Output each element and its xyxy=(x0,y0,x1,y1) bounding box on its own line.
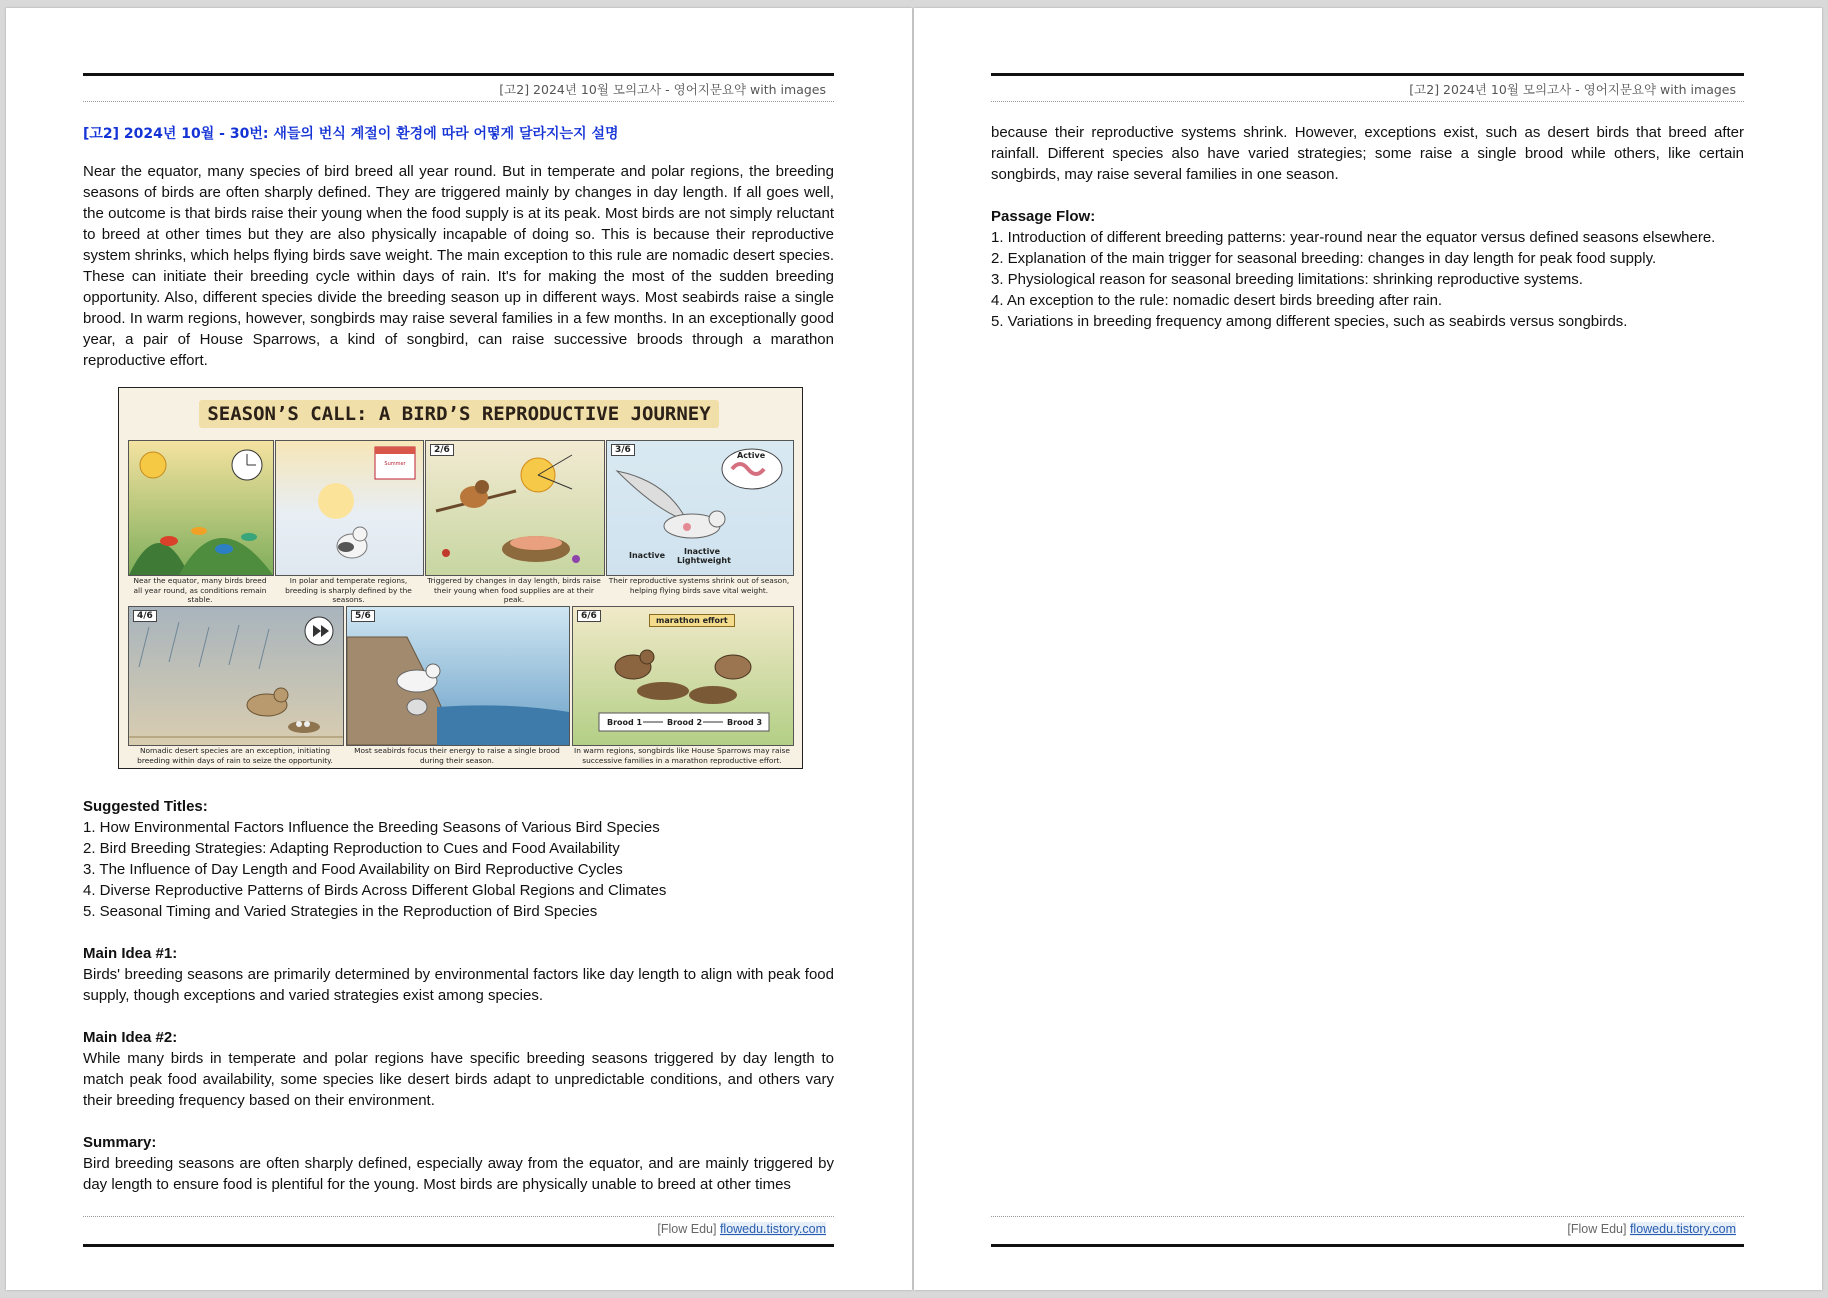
header-rule xyxy=(83,73,834,76)
left-page xyxy=(6,8,912,1290)
panel-caption: In warm regions, songbirds like House Sparrows may raise successive families in a marathon reproductive effort. xyxy=(574,746,790,765)
seabird-cliff-icon xyxy=(347,607,569,745)
passage-title: [고2] 2024년 10월 - 30번: 새들의 번식 계절이 환경에 따라 어떻게 달라지는지 설명 xyxy=(83,126,619,142)
panel-equator xyxy=(128,440,274,576)
brood-1-label: Brood 1 xyxy=(607,718,643,727)
suggested-titles-list xyxy=(83,817,834,922)
desert-rain-icon xyxy=(129,607,343,745)
list-item: 1. How Environmental Factors Influence the Breeding Seasons of Various Bird Species xyxy=(83,819,660,836)
panel-caption: In polar and temperate regions, breeding is sharply defined by the seasons. xyxy=(285,576,412,604)
list-item: 2. Explanation of the main trigger for seasonal breeding: changes in day length for peak food supply. xyxy=(991,250,1657,267)
main-idea-2-label: Main Idea #2: xyxy=(83,1029,178,1046)
panel-caption: Triggered by changes in day length, birds raise their young when food supplies are at their peak. xyxy=(427,576,601,604)
main-idea-1-label: Main Idea #1: xyxy=(83,945,178,962)
active-label: Active xyxy=(737,451,766,460)
list-item: 4. An exception to the rule: nomadic desert birds breeding after rain. xyxy=(991,292,1443,309)
passage-flow-label: Passage Flow: xyxy=(991,208,1096,225)
list-item: 1. Introduction of different breeding patterns: year-round near the equator versus defined seasons elsewhere. xyxy=(991,229,1716,246)
passage-flow-section xyxy=(991,206,1744,332)
footer-prefix: [Flow Edu] xyxy=(1567,1222,1627,1236)
footer-divider xyxy=(991,1216,1744,1217)
summer-label: Summer xyxy=(384,461,406,467)
footer-rule xyxy=(991,1244,1744,1247)
footer-link[interactable]: flowedu.tistory.com xyxy=(719,1222,826,1236)
passage-flow-list xyxy=(991,227,1744,332)
list-item: 5. Seasonal Timing and Varied Strategies in the Reproduction of Bird Species xyxy=(83,903,598,920)
panel-shrink xyxy=(606,440,794,576)
snow-scene-icon xyxy=(276,441,423,575)
summary-text: Bird breeding seasons are often sharply defined, especially away from the equator, and are mainly triggered by day length to ensure food is plentiful for the young. Most birds are physically unable to breed at other times xyxy=(83,1155,834,1193)
page-footer xyxy=(1567,1222,1736,1236)
footer-rule xyxy=(83,1244,834,1247)
panel-day-length xyxy=(425,440,605,576)
panel-badge: 4/6 xyxy=(133,610,157,622)
list-item: 4. Diverse Reproductive Patterns of Birds Across Different Global Regions and Climates xyxy=(83,882,667,899)
main-idea-1-text: Birds' breeding seasons are primarily determined by environmental factors like day length to align with peak food supply, though exceptions and varied strategies exist among species. xyxy=(83,966,834,1004)
panel-caption: Nomadic desert species are an exception, initiating breeding within days of rain to seize the opportunity. xyxy=(137,746,333,765)
panel-sparrows xyxy=(572,606,794,746)
footer-link[interactable]: flowedu.tistory.com xyxy=(1629,1222,1736,1236)
panel-badge: 3/6 xyxy=(611,444,635,456)
main-idea-2-section xyxy=(83,1027,834,1111)
main-idea-2-text: While many birds in temperate and polar regions have specific breeding seasons triggered by day length to match peak food availability, some species like desert birds adapt to unpredictable conditions, and others vary their breeding frequency based on their environment. xyxy=(83,1050,834,1109)
illustration xyxy=(118,387,803,769)
robin-nest-icon xyxy=(426,441,604,575)
list-item: 3. Physiological reason for seasonal breeding limitations: shrinking reproductive systems. xyxy=(991,271,1583,288)
panel-caption: Most seabirds focus their energy to raise a single brood during their season. xyxy=(354,746,560,765)
right-page xyxy=(914,8,1822,1290)
svg-text:Summer xyxy=(384,461,406,467)
panel-caption: Their reproductive systems shrink out of season, helping flying birds save vital weight. xyxy=(608,576,790,595)
panel-caption: Near the equator, many birds breed all year round, as conditions remain stable. xyxy=(133,576,267,604)
summary-continued: because their reproductive systems shrink. However, exceptions exist, such as desert birds that breed after rainfall. Different species also have varied strategies; some raise a single brood while others, like certain songbirds, may raise several families in one season. xyxy=(991,124,1744,183)
suggested-titles-section xyxy=(83,796,834,922)
panel-seabirds xyxy=(346,606,570,746)
header-divider xyxy=(991,101,1744,102)
inactive-label: Inactive xyxy=(629,551,666,560)
summary-section xyxy=(83,1132,834,1195)
main-idea-1-section xyxy=(83,943,834,1006)
illustration-title: SEASON’S CALL: A BIRD’S REPRODUCTIVE JOURNEY xyxy=(199,400,719,428)
footer-divider xyxy=(83,1216,834,1217)
list-item: 2. Bird Breeding Strategies: Adapting Reproduction to Cues and Food Availability xyxy=(83,840,620,857)
page-header: [고2] 2024년 10월 모의고사 - 영어지문요약 with images xyxy=(499,82,826,97)
panel-badge: 5/6 xyxy=(351,610,375,622)
tropical-scene-icon xyxy=(129,441,273,575)
panel-polar xyxy=(275,440,424,576)
passage-text: Near the equator, many species of bird breed all year round. But in temperate and polar regions, the breeding seasons of birds are often sharply defined. They are triggered mainly by changes in day length. If all goes well, the outcome is that birds raise their young when the food supply is at its peak. Most birds are not simply reluctant to breed at other times but they are also physically incapable of doing so. This is because their reproductive system shrinks, which helps flying birds save weight. The main exception to this rule are nomadic desert species. These can initiate their breeding cycle within days of rain. It's for making the most of the sudden breeding opportunity. Also, different species divide the breeding season up in different ways. Most seabirds raise a single brood. In warm regions, however, songbirds may raise several families in a few months. In an exceptionally good year, a pair of House Sparrows, a kind of songbird, can raise successive broods through a marathon reproductive effort. xyxy=(83,163,834,369)
brood-3-label: Brood 3 xyxy=(727,718,763,727)
panel-badge: 2/6 xyxy=(430,444,454,456)
suggested-titles-label: Suggested Titles: xyxy=(83,798,208,815)
list-item: 3. The Influence of Day Length and Food Availability on Bird Reproductive Cycles xyxy=(83,861,623,878)
header-rule xyxy=(991,73,1744,76)
brood-2-label: Brood 2 xyxy=(667,718,703,727)
header-divider xyxy=(83,101,834,102)
marathon-effort-label: marathon effort xyxy=(649,614,735,627)
list-item: 5. Variations in breeding frequency among different species, such as seabirds versus songbirds. xyxy=(991,313,1628,330)
panel-badge: 6/6 xyxy=(577,610,601,622)
panel-desert xyxy=(128,606,344,746)
summary-label: Summary: xyxy=(83,1134,157,1151)
page-header: [고2] 2024년 10월 모의고사 - 영어지문요약 with images xyxy=(1409,82,1736,97)
inactive-lightweight-label: Inactive Lightweight xyxy=(677,547,731,565)
footer-prefix: [Flow Edu] xyxy=(657,1222,717,1236)
page-footer xyxy=(657,1222,826,1236)
